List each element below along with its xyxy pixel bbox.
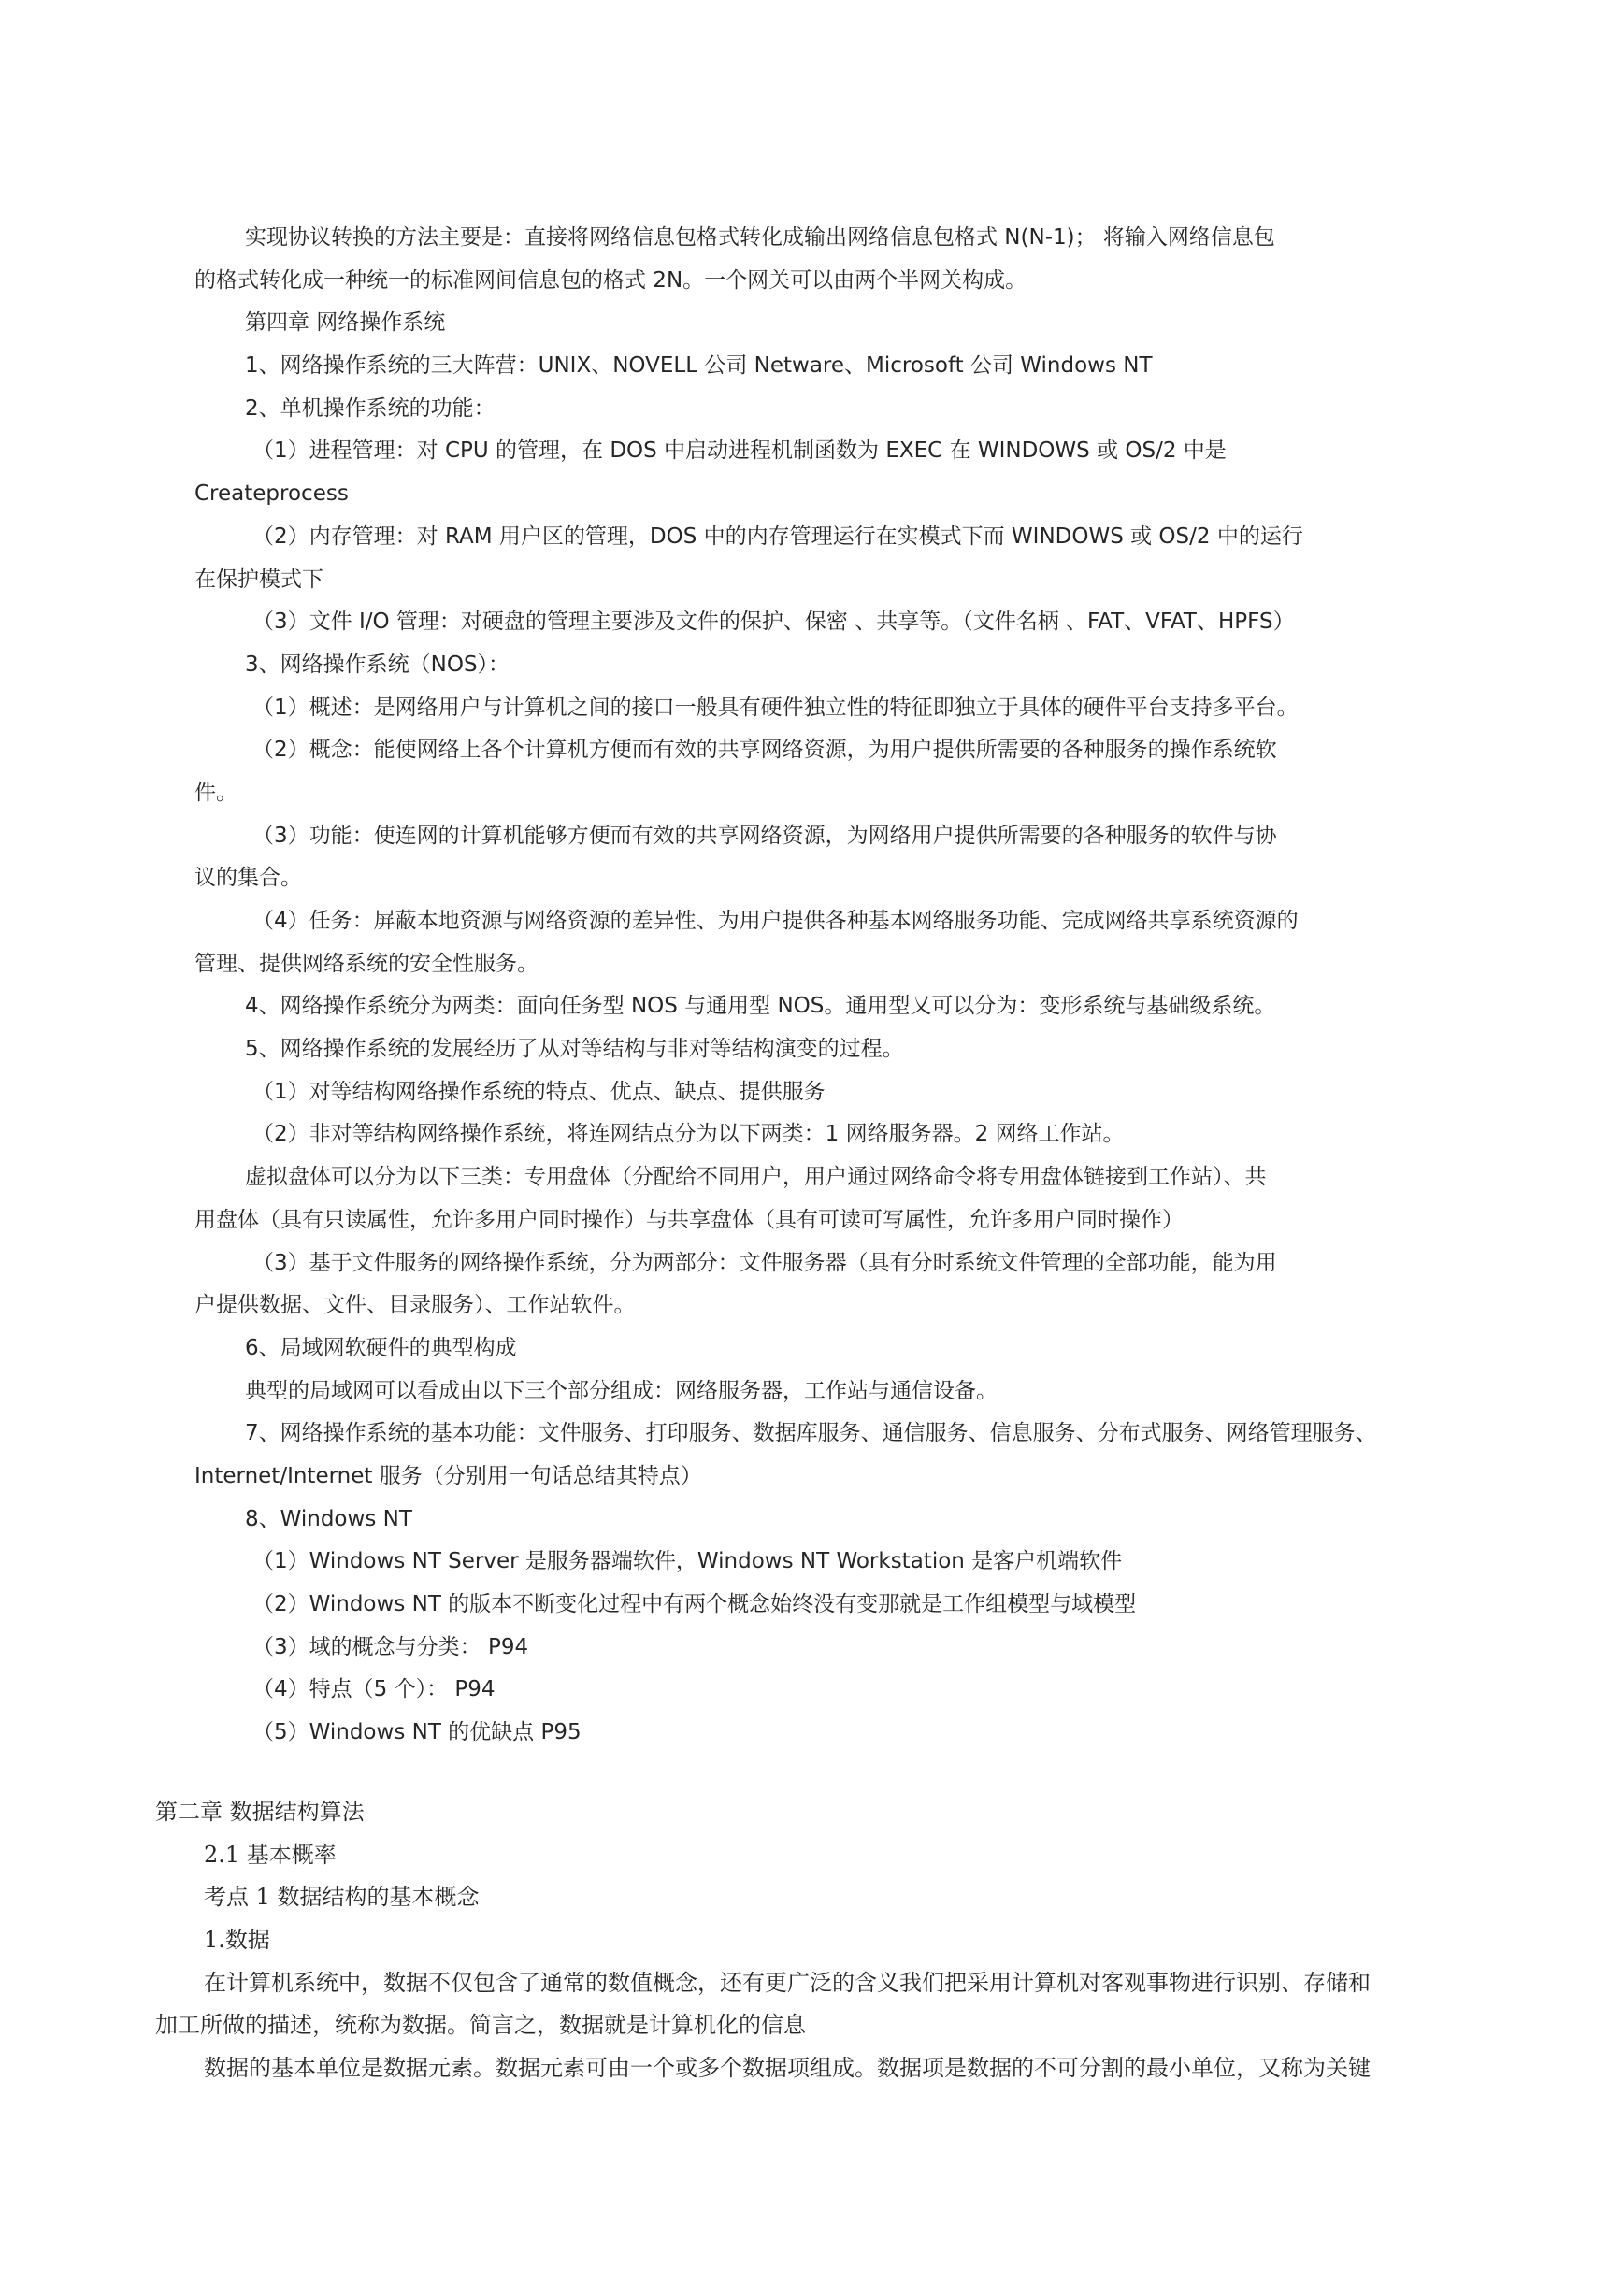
paragraph-line: 1、网络操作系统的三大阵营：UNIX、NOVELL 公司 Netware、Microsoft 公司 Windows NT <box>245 353 1153 379</box>
paragraph-line: 7、网络操作系统的基本功能：文件服务、打印服务、数据库服务、通信服务、信息服务、分布式服务、网络管理服务、 <box>245 1421 1377 1446</box>
paragraph-line: 的格式转化成一种统一的标准网间信息包的格式 2N。一个网关可以由两个半网关构成。 <box>194 267 1027 293</box>
paragraph-line: 加工所做的描述，统称为数据。简言之，数据就是计算机化的信息 <box>155 2012 806 2039</box>
paragraph-line: （3）域的概念与分类： P94 <box>252 1634 529 1659</box>
paragraph-line: 虚拟盘体可以分为以下三类：专用盘体（分配给不同用户，用户通过网络命令将专用盘体链接到工作站）、共 <box>245 1165 1267 1190</box>
chapter-heading: 第四章 网络操作系统 <box>245 310 446 336</box>
paragraph-line: （1）概述：是网络用户与计算机之间的接口一般具有硬件独立性的特征即独立于具体的硬件平台支持多平台。 <box>252 695 1299 720</box>
paragraph-line: （2）非对等结构网络操作系统，将连网结点分为以下两类：1 网络服务器。2 网络工作站。 <box>252 1122 1125 1147</box>
paragraph-line: 用盘体（具有只读属性，允许多用户同时操作）与共享盘体（具有可读可写属性，允许多用户同时操作） <box>194 1207 1184 1232</box>
section-data-structures <box>155 1791 1483 2090</box>
paragraph-line: 议的集合。 <box>194 866 302 891</box>
paragraph-line: 6、局域网软硬件的典型构成 <box>245 1335 517 1360</box>
paragraph-line: （4）特点（5 个）： P94 <box>252 1677 496 1702</box>
chapter-heading: 第二章 数据结构算法 <box>155 1799 365 1825</box>
paragraph-line: 在计算机系统中，数据不仅包含了通常的数值概念，还有更广泛的含义我们把采用计算机对客观事物进行识别、存储和 <box>204 1969 1371 1996</box>
paragraph-line: Internet/Internet 服务（分别用一句话总结其特点） <box>194 1463 702 1488</box>
paragraph-line: 实现协议转换的方法主要是：直接将网络信息包格式转化成输出网络信息包格式 N(N-1)； 将输入网络信息包 <box>245 225 1275 250</box>
paragraph-line: 4、网络操作系统分为两类：面向任务型 NOS 与通用型 NOS。通用型又可以分为：变形系统与基础级系统。 <box>245 994 1276 1019</box>
paragraph-line: 2、单机操作系统的功能： <box>245 395 496 421</box>
paragraph-line: （1）Windows NT Server 是服务器端软件，Windows NT Workstation 是客户机端软件 <box>252 1549 1123 1574</box>
paragraph-line: （4）任务：屏蔽本地资源与网络资源的差异性、为用户提供各种基本网络服务功能、完成网络共享系统资源的 <box>252 909 1299 933</box>
paragraph-line: 8、Windows NT <box>245 1506 412 1531</box>
section-heading: 2.1 基本概率 <box>204 1841 337 1868</box>
paragraph-line: Createprocess <box>194 481 349 507</box>
paragraph-line: （3）基于文件服务的网络操作系统，分为两部分：文件服务器（具有分时系统文件管理的全部功能，能为用 <box>252 1250 1277 1275</box>
paragraph-line: （1）对等结构网络操作系统的特点、优点、缺点、提供服务 <box>252 1079 826 1104</box>
paragraph-line: 管理、提供网络系统的安全性服务。 <box>194 951 539 976</box>
paragraph-line: 件。 <box>194 780 237 805</box>
paragraph-line: （5）Windows NT 的优缺点 P95 <box>252 1720 582 1745</box>
paragraph-line: 3、网络操作系统（NOS）： <box>245 652 510 677</box>
paragraph-line: （3）功能：使连网的计算机能够方便而有效的共享网络资源，为网络用户提供所需要的各种服务的软件与协 <box>252 823 1277 848</box>
paragraph-line: （2）内存管理：对 RAM 用户区的管理，DOS 中的内存管理运行在实模式下而 WINDOWS 或 OS/2 中的运行 <box>252 524 1303 549</box>
paragraph-line: （2）Windows NT 的版本不断变化过程中有两个概念始终没有变那就是工作组模型与域模型 <box>252 1592 1137 1616</box>
section-heading: 考点 1 数据结构的基本概念 <box>204 1884 480 1911</box>
paragraph-line: 5、网络操作系统的发展经历了从对等结构与非对等结构演变的过程。 <box>245 1037 904 1062</box>
paragraph-line: 典型的局域网可以看成由以下三个部分组成：网络服务器，工作站与通信设备。 <box>245 1378 998 1403</box>
paragraph-line: 户提供数据、文件、目录服务）、工作站软件。 <box>194 1293 636 1318</box>
section-heading: 1.数据 <box>204 1927 270 1954</box>
paragraph-line: 在保护模式下 <box>194 567 323 592</box>
paragraph-line: （1）进程管理：对 CPU 的管理，在 DOS 中启动进程机制函数为 EXEC 在 WINDOWS 或 OS/2 中是 <box>252 438 1227 464</box>
paragraph-line: （3）文件 I/O 管理：对硬盘的管理主要涉及文件的保护、保密 、共享等。（文件名柄 、FAT、VFAT、HPFS） <box>252 610 1295 635</box>
paragraph-line: （2）概念：能使网络上各个计算机方便而有效的共享网络资源，为用户提供所需要的各种服务的操作系统软 <box>252 738 1277 763</box>
section-network-os <box>194 217 1468 1755</box>
paragraph-line: 数据的基本单位是数据元素。数据元素可由一个或多个数据项组成。数据项是数据的不可分割的最小单位，又称为关键 <box>204 2055 1371 2082</box>
